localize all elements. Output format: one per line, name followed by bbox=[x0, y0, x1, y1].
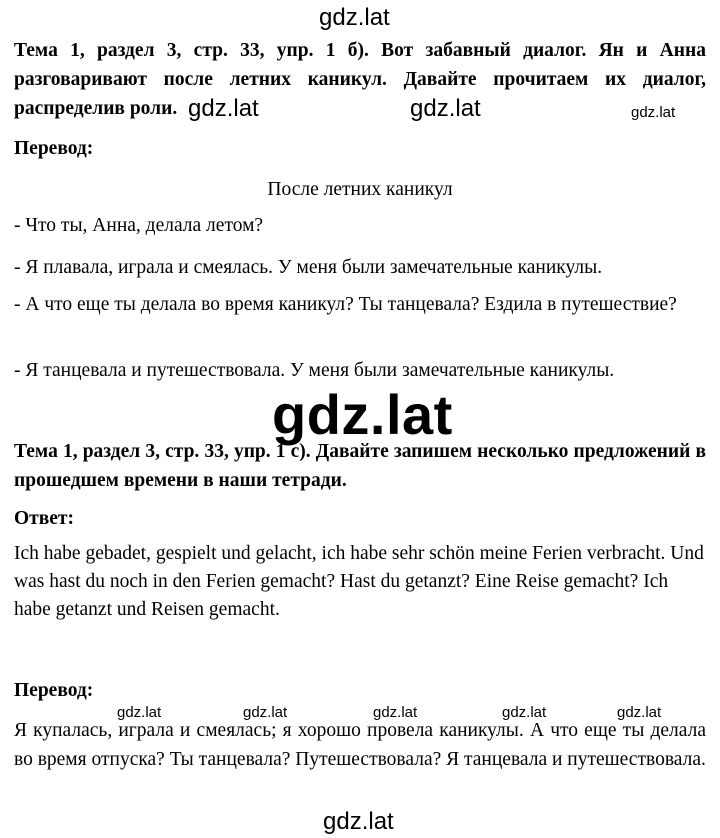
task2-answer-text: Ich habe gebadet, gespielt und gelacht, ich habe sehr schön meine Ferien verbracht. Und was hast du noch in den Ferien gemacht? Hast du getanzt? Eine Reise gemacht? Ich habe getanzt und Reisen gemacht. bbox=[14, 543, 704, 620]
task2-translation-label: Перевод: bbox=[14, 680, 94, 701]
watermark-line3-small: gdz.lat bbox=[631, 104, 676, 121]
watermark-line3-b: gdz.lat bbox=[410, 95, 481, 122]
task2-heading: Тема 1, раздел 3, стр. 33, упр. 1 с). Давайте запишем несколько предложений в прошедшем времени в наши тетради. bbox=[14, 441, 706, 491]
watermark-row-4: gdz.lat bbox=[502, 704, 547, 721]
watermark-bottom: gdz.lat bbox=[323, 808, 394, 835]
task1-translation-label: Перевод: bbox=[14, 138, 94, 159]
watermark-big: gdz.lat bbox=[272, 383, 453, 446]
dialog-line-4: - Я танцевала и путешествовала. У меня были замечательные каникулы. bbox=[14, 360, 615, 381]
dialog-line-1: - Что ты, Анна, делала летом? bbox=[14, 215, 264, 236]
watermark-row-2: gdz.lat bbox=[243, 704, 288, 721]
watermark-top: gdz.lat bbox=[319, 4, 390, 31]
dialog-line-3: - А что еще ты делала во время каникул? Ты танцевала? Ездила в путешествие? bbox=[14, 294, 677, 315]
dialog-title: После летних каникул bbox=[267, 179, 453, 200]
task1-heading: Тема 1, раздел 3, стр. 33, упр. 1 б). Вот забавный диалог. Ян и Анна разговаривают после летних каникул. Давайте прочитаем их диалог, распределив роли. bbox=[14, 40, 706, 119]
watermark-line3-a: gdz.lat bbox=[188, 95, 259, 122]
task2-translation-text: Я купалась, играла и смеялась; я хорошо провела каникулы. А что еще ты делала во время отпуска? Ты танцевала? Путешествовала? Я танцевала и путешествовала. bbox=[14, 720, 706, 770]
watermark-row-1: gdz.lat bbox=[117, 704, 162, 721]
watermark-row-5: gdz.lat bbox=[617, 704, 662, 721]
task2-answer-label: Ответ: bbox=[14, 508, 75, 529]
dialog-line-2: - Я плавала, играла и смеялась. У меня были замечательные каникулы. bbox=[14, 257, 603, 278]
watermark-row-3: gdz.lat bbox=[373, 704, 418, 721]
